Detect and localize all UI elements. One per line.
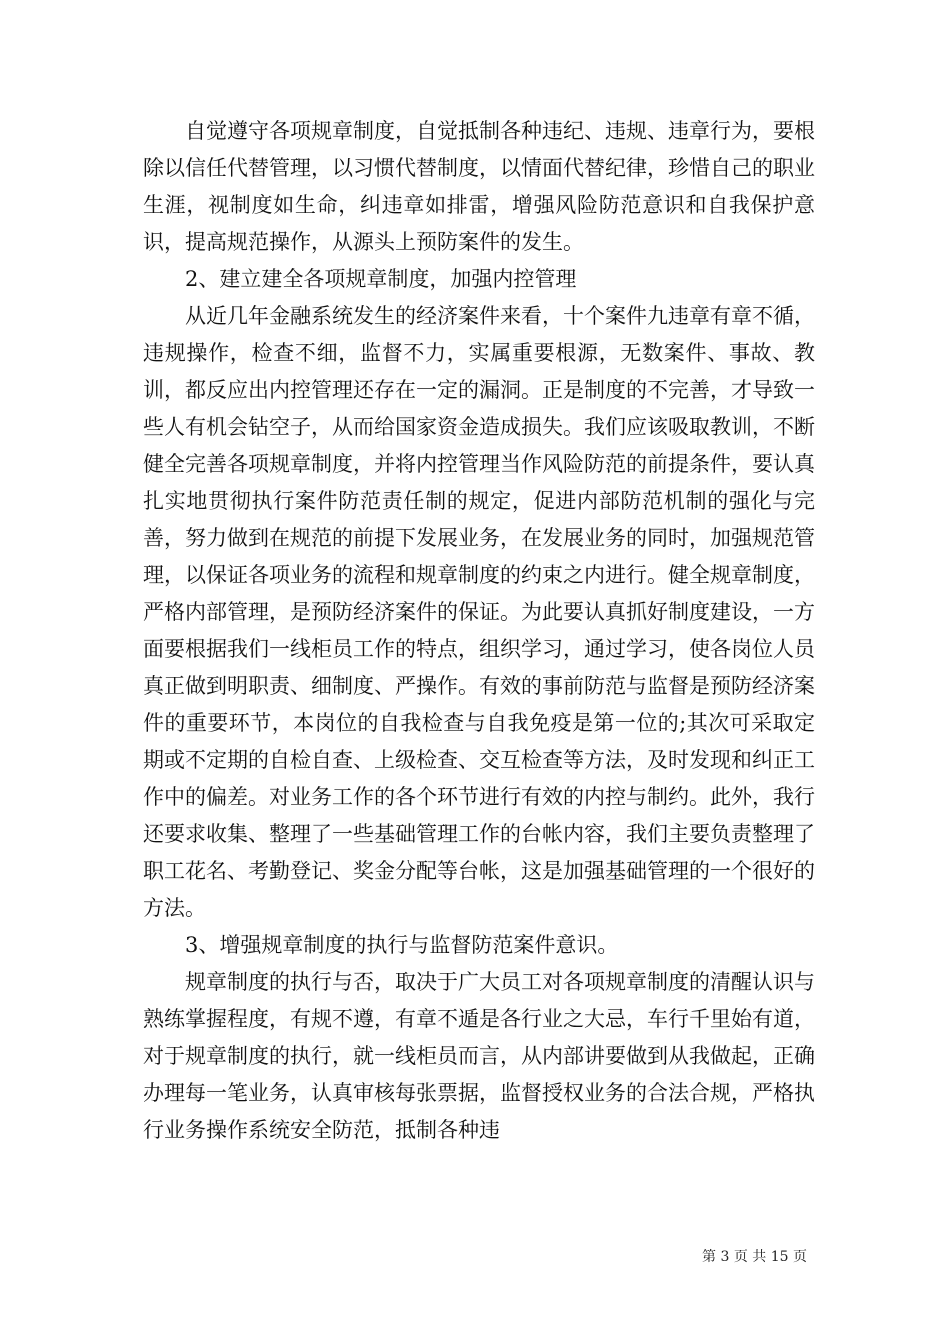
- paragraph-internal-control: 从近几年金融系统发生的经济案件来看，十个案件九违章有章不循，违规操作，检查不细，监督不力，实属重要根源，无数案件、事故、教训，都反应出内控管理还存在一定的漏洞。正是制度的不完善，才导致一些人有机会钻空子，从而给国家资金造成损失。我们应该吸取教训，不断健全完善各项规章制度，并将内控管理当作风险防范的前提条件，要认真扎实地贯彻执行案件防范责任制的规定，促进内部防范机制的强化与完善，努力做到在规范的前提下发展业务，在发展业务的同时，加强规范管理，以保证各项业务的流程和规章制度的约束之内进行。健全规章制度，严格内部管理，是预防经济案件的保证。为此要认真抓好制度建设，一方面要根据我们一线柜员工作的特点，组织学习，通过学习，使各岗位人员真正做到明职责、细制度、严操作。有效的事前防范与监督是预防经济案件的重要环节，本岗位的自我检查与自我免疫是第一位的;其次可采取定期或不定期的自检自查、上级检查、交互检查等方法，及时发现和纠正工作中的偏差。对业务工作的各个环节进行有效的内控与制约。此外，我行还要求收集、整理了一些基础管理工作的台帐内容，我们主要负责整理了职工花名、考勤登记、奖金分配等台帐，这是加强基础管理的一个很好的方法。: [143, 304, 815, 920]
- document-body: [143, 113, 815, 1149]
- section-heading-3: 3、增强规章制度的执行与监督防范案件意识。: [185, 933, 619, 957]
- section-heading-2: 2、建立建全各项规章制度，加强内控管理: [185, 267, 577, 291]
- page-number-footer: 第 3 页 共 15 页: [702, 1249, 807, 1265]
- paragraph-compliance: 自觉遵守各项规章制度，自觉抵制各种违纪、违规、违章行为，要根除以信任代替管理，以习惯代替制度，以情面代替纪律，珍惜自己的职业生涯，视制度如生命，纠违章如排雷，增强风险防范意识和自我保护意识，提高规范操作，从源头上预防案件的发生。: [143, 119, 815, 254]
- paragraph-execution: 规章制度的执行与否，取决于广大员工对各项规章制度的清醒认识与熟练掌握程度，有规不遵，有章不遁是各行业之大忌，车行千里始有道，对于规章制度的执行，就一线柜员而言，从内部讲要做到从我做起，正确办理每一笔业务，认真审核每张票据，监督授权业务的合法合规，严格执行业务操作系统安全防范，抵制各种违: [143, 970, 815, 1142]
